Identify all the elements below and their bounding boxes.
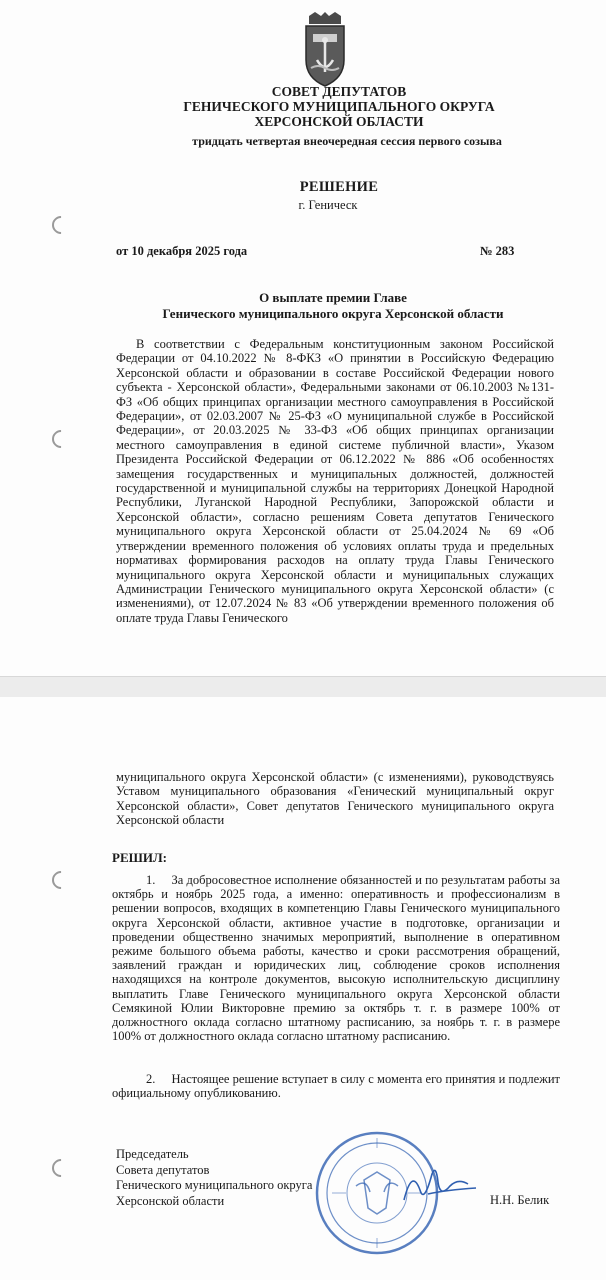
document-subject	[100, 290, 566, 321]
handwritten-signature-icon	[398, 1160, 480, 1210]
document-city: г. Геническ	[298, 198, 358, 212]
document-type: РЕШЕНИЕ	[299, 179, 379, 195]
council-name-line: СОВЕТ ДЕПУТАТОВ	[271, 84, 407, 99]
document-date: от 10 декабря 2025 года	[116, 244, 248, 258]
signatory-title-line: Генического муниципального округа	[116, 1178, 313, 1192]
preamble-continuation: муниципального округа Херсонской области» (с изменениями), руководствуясь Уставом муниципального образования «Генический муниципальный округ Херсонской области», Совет депутатов Генического муниципального округа Херсонской области	[116, 770, 554, 828]
session-line: тридцать четвертая внеочередная сессия первого созыва	[192, 134, 502, 148]
punch-hole-icon	[48, 1155, 73, 1180]
subject-line: Генического муниципального округа Херсонской области	[162, 305, 504, 321]
signatory-title-line: Херсонской области	[116, 1193, 225, 1208]
punch-hole-icon	[48, 426, 73, 451]
decided-heading: РЕШИЛ:	[112, 850, 168, 865]
signatory-name: Н.Н. Белик	[490, 1193, 550, 1207]
council-name-line: ГЕНИЧЕСКОГО МУНИЦИПАЛЬНОГО ОКРУГА	[183, 99, 495, 114]
preamble-paragraph: В соответствии с Федеральным конституционным законом Российской Федерации от 04.10.2022 № 8-ФКЗ «О принятии в Российскую Федерацию Херсонской области и образовании в составе Российской Федерации нового субъекта - Херсонской области», Федеральными законами от 06.10.2003 №131-ФЗ «Об общих принципах организации местного самоуправления в Российской Федерации», от 02.03.2007 № 25-ФЗ «О муниципальной службе в Российской Федерации», от 20.03.2025 № 33-ФЗ «Об общих принципах организации местного самоуправления в единой системе публичной власти», Указом Президента Российской Федерации от 06.12.2022 № 886 «Об особенностях замещения государственных и муниципальных должностей, должностей государственной и муниципальной службы на территориях Донецкой Народной Республики, Луганской Народной Республики, Запорожской области и Херсонской области», согласно решениям Совета депутатов Генического муниципального округа Херсонской области от 25.04.2024 № 69 «Об утверждении временного положения об условиях оплаты труда и предельных нормативах формирования расходов на оплату труда Главы Генического муниципального округа Херсонской области и муниципальных служащих Администрации Генического муниципального округа Херсонской области» (с изменениями), от 12.07.2024 № 83 «Об утверждении временного положения об оплате труда Главы Генического	[116, 337, 554, 625]
signatory-title-line: Совета депутатов	[116, 1162, 210, 1177]
decision-item-1: 1. За добросовестное исполнение обязанностей и по результатам работы за октябрь и ноябрь 2025 года, а именно: оперативность и профессионализм в решении вопросов, входящих в компетенцию Главы Генического муниципального округа Херсонской области, активное участие в подготовке, организации и проведении общественно значимых мероприятий, выполнение в оперативном режиме большого объема работы, качество и сроки рассмотрения обращений, заявлений граждан и юридических лиц, соблюдение сроков исполнения находящихся на контроле документов, высокую исполнительскую дисциплину выплатить Главе Генического муниципального округа Херсонской области Семякиной Юлии Викторовне премию за октябрь т. г. в размере 100% от должностного оклада согласно штатному расписанию, за ноябрь т. г. в размере 100% от должностного оклада согласно штатному расписанию.	[112, 873, 560, 1044]
document-number: № 283	[480, 244, 515, 258]
punch-hole-icon	[48, 212, 73, 237]
page-separator	[0, 676, 606, 698]
coat-of-arms-icon	[303, 12, 347, 88]
signatory-title-line: Председатель	[116, 1147, 189, 1161]
council-name-line: ХЕРСОНСКОЙ ОБЛАСТИ	[254, 114, 424, 129]
signatory-title	[116, 1147, 312, 1209]
subject-line: О выплате премии Главе	[259, 290, 407, 305]
decision-item-2: 2. Настоящее решение вступает в силу с момента его принятия и подлежит официальному опубликованию.	[112, 1072, 560, 1101]
punch-hole-icon	[48, 867, 73, 892]
council-name	[36, 84, 606, 129]
